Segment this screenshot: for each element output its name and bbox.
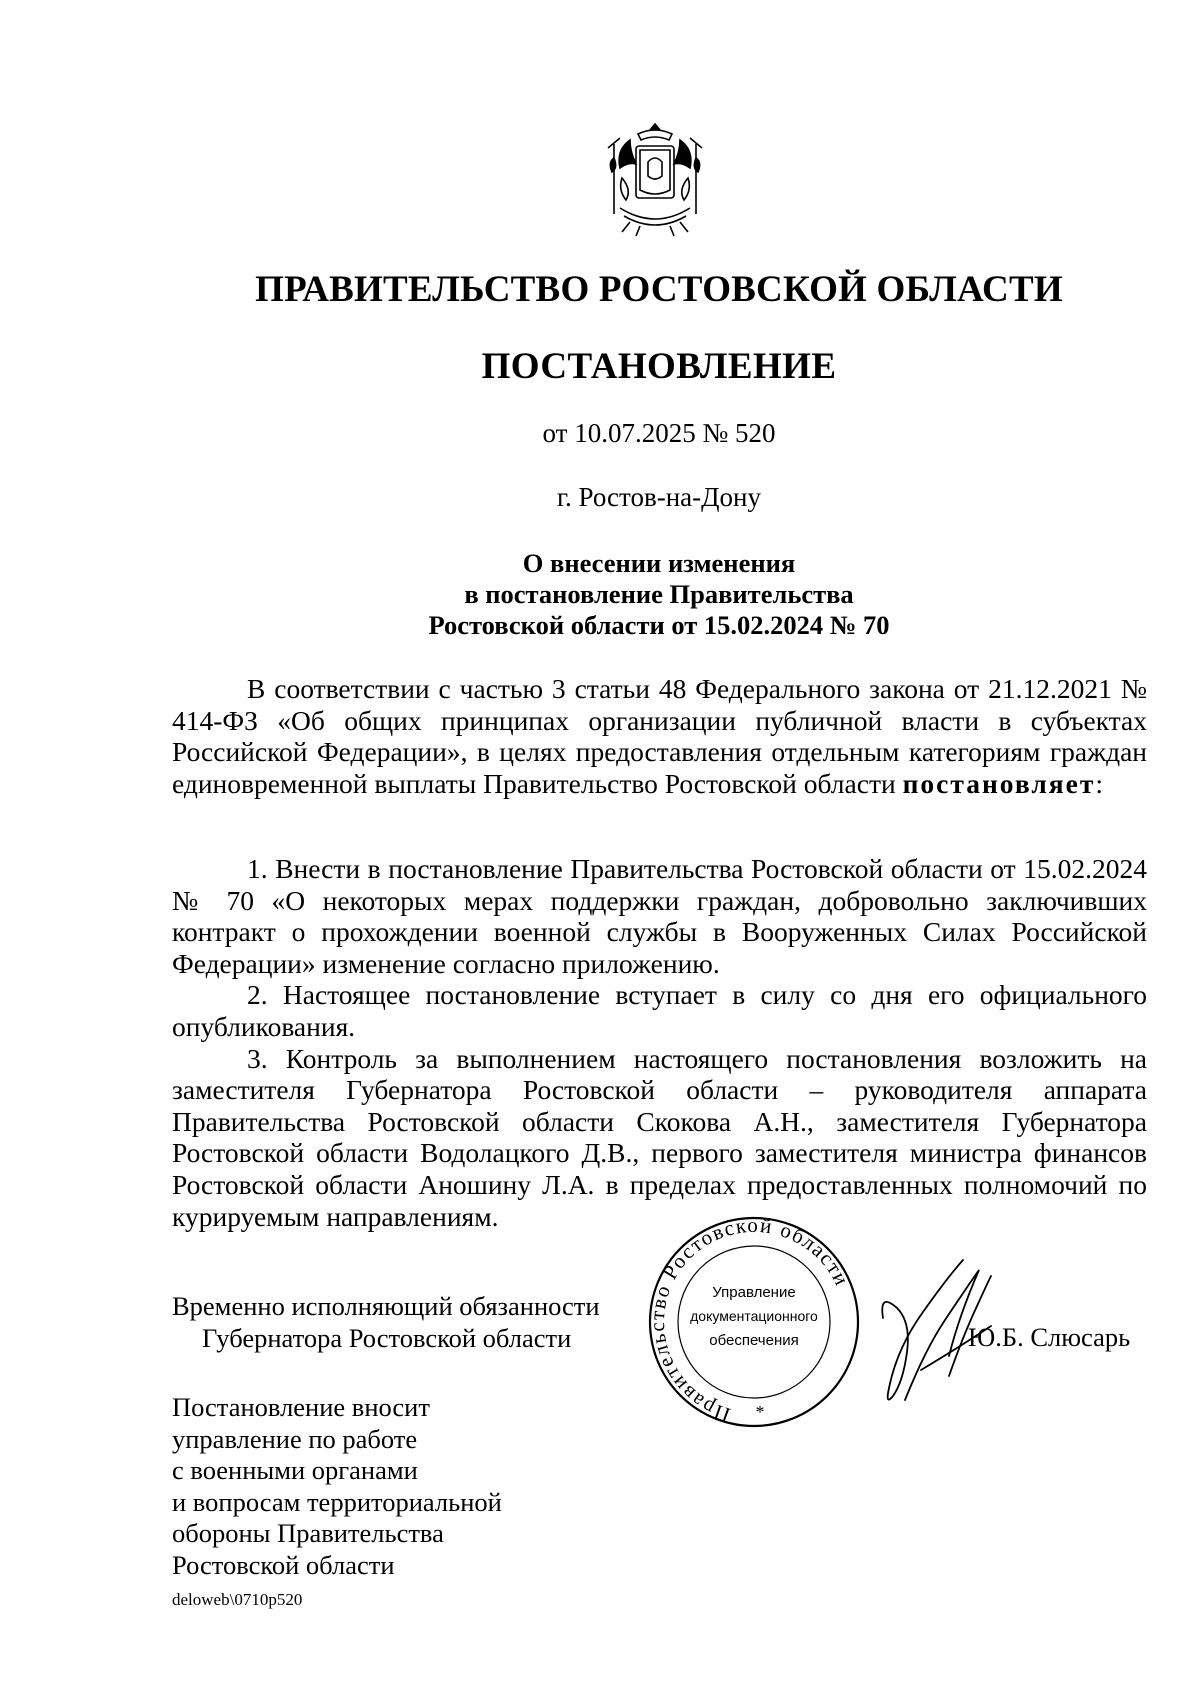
subject-line: в постановление Правительства bbox=[464, 579, 854, 609]
stamp-star: * bbox=[755, 1402, 765, 1422]
note-line: управление по работе bbox=[172, 1423, 418, 1454]
stamp-inner-line: обеспечения bbox=[709, 1332, 799, 1349]
signatory-position bbox=[172, 1290, 600, 1354]
resolution-item: 1. Внести в постановление Правительства Ростовской области от 15.02.2024 № 70 «О некоторых мерах поддержки граждан, добровольно заключивших контракт о прохождении военной службы в Вооруженных Силах Российской Федерации» изменение согласно приложению. bbox=[172, 853, 1147, 979]
resolves-word: постановляет bbox=[902, 767, 1096, 799]
coat-of-arms-icon bbox=[600, 118, 710, 240]
organization-title: ПРАВИТЕЛЬСТВО РОСТОВСКОЙ ОБЛАСТИ bbox=[255, 269, 1063, 310]
stamp-inner-line: Управление bbox=[712, 1284, 796, 1301]
subject-line: О внесении изменения bbox=[522, 548, 796, 578]
note-line: обороны Правительства bbox=[172, 1518, 444, 1548]
resolution-item: 2. Настоящее постановление вступает в силу со дня его официального опубликования. bbox=[172, 979, 1147, 1042]
file-reference: deloweb\0710p520 bbox=[172, 1590, 303, 1609]
note-line: Ростовской области bbox=[172, 1549, 395, 1580]
stamp-inner-line: документационного bbox=[690, 1308, 818, 1324]
signatory-position-line: Временно исполняющий обязанности bbox=[172, 1291, 600, 1321]
document-city: г. Ростов-на-Дону bbox=[556, 482, 761, 512]
resolution-item: 3. Контроль за выполнением настоящего постановления возложить на заместителя Губернатора Ростовской области – руководителя аппарата Правительства Ростовской области Скокова А.Н., заместителя Губернатора Ростовской области Водолацкого Д.В., первого заместителя министра финансов Ростовской области Аношину Л.А. в пределах предоставленных полномочий по курируемым направлениям. bbox=[172, 1042, 1147, 1232]
preamble-paragraph bbox=[172, 673, 1147, 799]
resolution-items bbox=[172, 853, 1147, 1232]
preamble-text: В соответствии с частью 3 статьи 48 Федерального закона от 21.12.2021 № 414-ФЗ «Об общих принципах организации публичной власти в субъектах Российской Федерации», в целях предоставления отдельным категориям граждан единовременной выплаты Правительство Ростовской области bbox=[172, 673, 1147, 799]
document-date-number: от 10.07.2025 № 520 bbox=[542, 418, 776, 448]
stamp-outer-text: Правительство Ростовской области bbox=[644, 1212, 855, 1428]
document-subject bbox=[0, 548, 1200, 641]
signatory-name: Ю.Б. Слюсарь bbox=[968, 1322, 1131, 1352]
note-line: Постановление вносит bbox=[172, 1392, 430, 1422]
official-stamp bbox=[643, 1212, 865, 1432]
document-type: ПОСТАНОВЛЕНИЕ bbox=[481, 346, 837, 387]
preamble-colon: : bbox=[1095, 767, 1104, 799]
subject-line: Ростовской области от 15.02.2024 № 70 bbox=[428, 610, 890, 640]
submitted-by-note bbox=[172, 1392, 502, 1581]
note-line: с военными органами bbox=[172, 1455, 418, 1485]
signatory-position-line: Губернатора Ростовской области bbox=[202, 1323, 572, 1353]
note-line: и вопросам территориальной bbox=[172, 1486, 502, 1517]
